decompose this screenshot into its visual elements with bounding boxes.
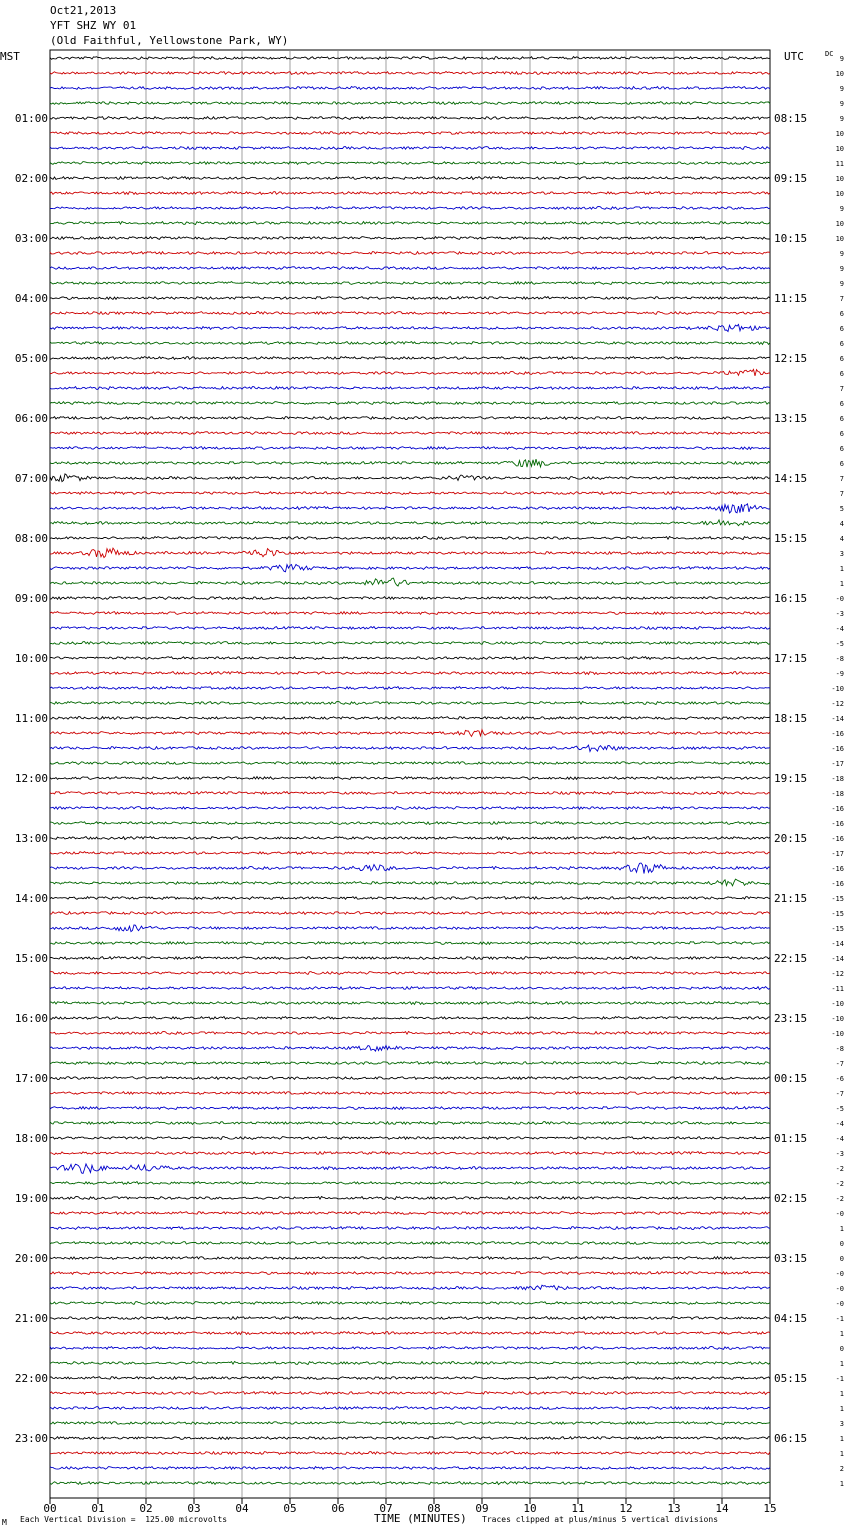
trace-line — [50, 417, 770, 420]
trace-line — [50, 730, 770, 737]
trace-line — [50, 459, 770, 467]
trace-line — [50, 1407, 770, 1410]
dc-offset-label: 0 — [839, 1345, 844, 1353]
trace-line — [50, 1164, 770, 1174]
trace-line — [50, 147, 770, 150]
dc-offset-label: -14 — [831, 955, 844, 963]
trace-line — [50, 312, 770, 315]
trace-line — [50, 822, 770, 825]
trace-line — [50, 1092, 770, 1095]
dc-offset-label: 11 — [835, 160, 844, 168]
hour-label-mst: 22:00 — [14, 1372, 48, 1385]
dc-offset-label: -10 — [831, 1015, 844, 1023]
dc-offset-label: 6 — [839, 460, 844, 468]
chart-date: Oct21,2013 — [50, 4, 117, 17]
hour-label-mst: 19:00 — [14, 1192, 48, 1205]
trace-line — [50, 597, 770, 600]
trace-line — [50, 925, 770, 932]
hour-label-mst: 16:00 — [14, 1012, 48, 1025]
x-tick-label: 10 — [523, 1502, 537, 1515]
hour-label-utc: 19:15 — [774, 772, 808, 785]
x-tick-label: 12 — [619, 1502, 633, 1515]
trace-line — [50, 1032, 770, 1035]
dc-offset-label: 10 — [835, 220, 844, 228]
dc-offset-label: -12 — [831, 970, 844, 978]
dc-offset-label: 9 — [839, 100, 844, 108]
dc-label: DC — [825, 50, 834, 58]
trace-line — [50, 687, 770, 690]
x-tick-label: 11 — [571, 1502, 585, 1515]
dc-offset-label: 9 — [839, 85, 844, 93]
dc-offset-label: 6 — [839, 325, 844, 333]
trace-line — [50, 402, 770, 405]
trace-line — [50, 987, 770, 990]
trace-line — [50, 745, 770, 751]
dc-offset-label: -9 — [835, 670, 844, 678]
dc-offset-label: 1 — [839, 580, 844, 588]
trace-line — [50, 657, 770, 660]
trace-line — [50, 132, 770, 135]
dc-offset-label: -1 — [835, 1315, 844, 1323]
trace-line — [50, 1272, 770, 1275]
dc-offset-label: -15 — [831, 910, 844, 918]
dc-offset-label: 7 — [839, 475, 844, 483]
hour-label-mst: 01:00 — [14, 112, 48, 125]
trace-line — [50, 282, 770, 285]
dc-offset-label: 1 — [839, 565, 844, 573]
dc-offset-label: 5 — [839, 505, 844, 513]
trace-line — [50, 942, 770, 945]
dc-offset-label: -4 — [835, 1120, 844, 1128]
dc-offset-label: 7 — [839, 295, 844, 303]
hour-label-utc: 21:15 — [774, 892, 808, 905]
hour-label-utc: 06:15 — [774, 1432, 808, 1445]
trace-line — [50, 267, 770, 270]
trace-line — [50, 1212, 770, 1215]
trace-line — [50, 222, 770, 225]
trace-line — [50, 548, 770, 558]
trace-line — [50, 863, 770, 874]
x-tick-label: 14 — [715, 1502, 729, 1515]
dc-offset-label: -16 — [831, 835, 844, 843]
dc-offset-label: -16 — [831, 730, 844, 738]
trace-line — [50, 777, 770, 780]
dc-offset-label: -2 — [835, 1195, 844, 1203]
dc-offset-label: -0 — [835, 595, 844, 603]
station-code: YFT SHZ WY 01 — [50, 19, 137, 32]
hour-label-utc: 13:15 — [774, 412, 808, 425]
trace-line — [50, 369, 770, 376]
trace-line — [50, 612, 770, 615]
hour-label-utc: 08:15 — [774, 112, 808, 125]
hour-label-mst: 17:00 — [14, 1072, 48, 1085]
mst-label: MST — [0, 50, 20, 63]
trace-line — [50, 357, 770, 360]
trace-line — [50, 1227, 770, 1230]
dc-offset-label: -17 — [831, 850, 844, 858]
dc-offset-label: 1 — [839, 1390, 844, 1398]
hour-label-mst: 23:00 — [14, 1432, 48, 1445]
trace-line — [50, 1046, 770, 1052]
dc-offset-label: -10 — [831, 1030, 844, 1038]
x-tick-label: 05 — [283, 1502, 297, 1515]
trace-line — [50, 1077, 770, 1080]
trace-line — [50, 1182, 770, 1185]
trace-line — [50, 1152, 770, 1155]
trace-line — [50, 1062, 770, 1065]
x-tick-label: 02 — [139, 1502, 153, 1515]
hour-label-utc: 03:15 — [774, 1252, 808, 1265]
dc-offset-label: -7 — [835, 1090, 844, 1098]
hour-label-mst: 02:00 — [14, 172, 48, 185]
trace-line — [50, 537, 770, 540]
utc-label: UTC — [784, 50, 804, 63]
trace-line — [50, 102, 770, 105]
hour-label-utc: 18:15 — [774, 712, 808, 725]
trace-line — [50, 324, 770, 331]
dc-offset-label: 1 — [839, 1360, 844, 1368]
dc-offset-label: -16 — [831, 880, 844, 888]
hour-label-utc: 20:15 — [774, 832, 808, 845]
trace-line — [50, 1302, 770, 1305]
dc-offset-label: -1 — [835, 1375, 844, 1383]
dc-offset-label: -5 — [835, 640, 844, 648]
trace-line — [50, 1482, 770, 1485]
dc-offset-label: 6 — [839, 370, 844, 378]
hour-label-utc: 02:15 — [774, 1192, 808, 1205]
trace-line — [50, 87, 770, 90]
x-tick-label: 15 — [763, 1502, 777, 1515]
dc-offset-label: 1 — [839, 1480, 844, 1488]
hour-label-utc: 01:15 — [774, 1132, 808, 1145]
trace-line — [50, 237, 770, 240]
trace-line — [50, 912, 770, 915]
x-axis-title: TIME (MINUTES) — [374, 1512, 467, 1525]
trace-line — [50, 565, 770, 572]
hour-label-utc: 16:15 — [774, 592, 808, 605]
dc-offset-label: 7 — [839, 490, 844, 498]
trace-line — [50, 387, 770, 390]
trace-line — [50, 72, 770, 75]
trace-line — [50, 578, 770, 586]
hour-label-utc: 05:15 — [774, 1372, 808, 1385]
trace-line — [50, 1122, 770, 1125]
trace-line — [50, 1017, 770, 1020]
dc-offset-label: -7 — [835, 1060, 844, 1068]
dc-offset-label: -12 — [831, 700, 844, 708]
dc-offset-label: 1 — [839, 1450, 844, 1458]
trace-line — [50, 57, 770, 60]
x-tick-label: 07 — [379, 1502, 393, 1515]
hour-label-utc: 10:15 — [774, 232, 808, 245]
dc-offset-label: -5 — [835, 1105, 844, 1113]
trace-line — [50, 447, 770, 450]
trace-line — [50, 1347, 770, 1350]
trace-line — [50, 762, 770, 765]
dc-offset-label: -18 — [831, 775, 844, 783]
hour-label-mst: 07:00 — [14, 472, 48, 485]
dc-offset-label: 9 — [839, 205, 844, 213]
dc-offset-label: 4 — [839, 535, 844, 543]
dc-offset-label: -14 — [831, 715, 844, 723]
trace-line — [50, 879, 770, 886]
dc-offset-label: -10 — [831, 685, 844, 693]
dc-offset-label: 10 — [835, 130, 844, 138]
dc-offset-label: 9 — [839, 115, 844, 123]
dc-offset-label: -15 — [831, 925, 844, 933]
dc-offset-label: 10 — [835, 145, 844, 153]
dc-offset-label: -0 — [835, 1270, 844, 1278]
x-tick-label: 13 — [667, 1502, 681, 1515]
hour-label-mst: 11:00 — [14, 712, 48, 725]
dc-offset-label: 6 — [839, 415, 844, 423]
dc-offset-label: 4 — [839, 520, 844, 528]
trace-line — [50, 492, 770, 495]
hour-label-mst: 20:00 — [14, 1252, 48, 1265]
trace-line — [50, 1422, 770, 1425]
hour-label-mst: 06:00 — [14, 412, 48, 425]
dc-offset-label: 9 — [839, 55, 844, 63]
trace-line — [50, 1002, 770, 1005]
trace-line — [50, 207, 770, 210]
trace-line — [50, 1257, 770, 1260]
dc-offset-label: 1 — [839, 1435, 844, 1443]
dc-offset-label: -18 — [831, 790, 844, 798]
dc-offset-label: 9 — [839, 265, 844, 273]
dc-offset-label: -8 — [835, 655, 844, 663]
trace-line — [50, 252, 770, 255]
trace-line — [50, 897, 770, 900]
hour-label-utc: 14:15 — [774, 472, 808, 485]
x-tick-label: 04 — [235, 1502, 249, 1515]
hour-label-mst: 08:00 — [14, 532, 48, 545]
trace-line — [50, 1137, 770, 1140]
dc-offset-label: 6 — [839, 340, 844, 348]
dc-offset-label: 6 — [839, 310, 844, 318]
trace-line — [50, 717, 770, 720]
trace-line — [50, 474, 770, 482]
dc-offset-label: -16 — [831, 745, 844, 753]
dc-offset-label: 2 — [839, 1465, 844, 1473]
trace-line — [50, 1362, 770, 1365]
dc-offset-label: 10 — [835, 175, 844, 183]
hour-label-utc: 11:15 — [774, 292, 808, 305]
hour-label-mst: 05:00 — [14, 352, 48, 365]
dc-offset-label: -17 — [831, 760, 844, 768]
trace-line — [50, 792, 770, 795]
hour-label-utc: 09:15 — [774, 172, 808, 185]
trace-line — [50, 1242, 770, 1245]
trace-line — [50, 162, 770, 165]
trace-line — [50, 297, 770, 300]
trace-line — [50, 117, 770, 120]
hour-label-utc: 04:15 — [774, 1312, 808, 1325]
trace-line — [50, 1317, 770, 1320]
trace-line — [50, 642, 770, 645]
dc-offset-label: 9 — [839, 250, 844, 258]
trace-line — [50, 192, 770, 195]
station-location: (Old Faithful, Yellowstone Park, WY) — [50, 34, 289, 47]
trace-line — [50, 1285, 770, 1290]
dc-offset-label: -16 — [831, 865, 844, 873]
hour-label-utc: 22:15 — [774, 952, 808, 965]
trace-line — [50, 972, 770, 975]
hour-label-mst: 04:00 — [14, 292, 48, 305]
hour-label-mst: 12:00 — [14, 772, 48, 785]
hour-label-utc: 17:15 — [774, 652, 808, 665]
trace-line — [50, 1437, 770, 1440]
dc-offset-label: -3 — [835, 610, 844, 618]
dc-offset-label: 1 — [839, 1405, 844, 1413]
dc-offset-label: -10 — [831, 1000, 844, 1008]
dc-offset-label: 6 — [839, 430, 844, 438]
dc-offset-label: -11 — [831, 985, 844, 993]
dc-offset-label: 3 — [839, 1420, 844, 1428]
dc-offset-label: 10 — [835, 235, 844, 243]
trace-line — [50, 520, 770, 526]
dc-offset-label: -15 — [831, 895, 844, 903]
dc-offset-label: -2 — [835, 1180, 844, 1188]
dc-offset-label: 9 — [839, 280, 844, 288]
dc-offset-label: -0 — [835, 1300, 844, 1308]
trace-line — [50, 627, 770, 630]
dc-offset-label: -4 — [835, 625, 844, 633]
dc-offset-label: -6 — [835, 1075, 844, 1083]
dc-offset-label: 3 — [839, 550, 844, 558]
x-tick-label: 06 — [331, 1502, 345, 1515]
corner-mark: M — [2, 1518, 7, 1527]
scale-note: Each Vertical Division = 125.00 microvolts — [20, 1515, 228, 1524]
hour-label-mst: 14:00 — [14, 892, 48, 905]
dc-offset-label: 10 — [835, 70, 844, 78]
x-tick-label: 08 — [427, 1502, 441, 1515]
hour-label-mst: 03:00 — [14, 232, 48, 245]
dc-offset-label: -0 — [835, 1285, 844, 1293]
x-tick-label: 09 — [475, 1502, 489, 1515]
dc-offset-label: 0 — [839, 1255, 844, 1263]
trace-line — [50, 342, 770, 345]
trace-line — [50, 432, 770, 435]
trace-line — [50, 1452, 770, 1455]
trace-line — [50, 1392, 770, 1395]
dc-offset-label: 1 — [839, 1330, 844, 1338]
dc-offset-label: 0 — [839, 1240, 844, 1248]
trace-line — [50, 504, 770, 513]
hour-label-mst: 10:00 — [14, 652, 48, 665]
hour-label-mst: 18:00 — [14, 1132, 48, 1145]
dc-offset-label: -4 — [835, 1135, 844, 1143]
dc-offset-label: -8 — [835, 1045, 844, 1053]
hour-label-utc: 23:15 — [774, 1012, 808, 1025]
hour-label-mst: 21:00 — [14, 1312, 48, 1325]
hour-label-mst: 13:00 — [14, 832, 48, 845]
dc-offset-label: 7 — [839, 385, 844, 393]
dc-offset-label: 1 — [839, 1225, 844, 1233]
trace-line — [50, 807, 770, 810]
trace-line — [50, 1467, 770, 1470]
trace-line — [50, 672, 770, 675]
trace-line — [50, 957, 770, 960]
x-tick-label: 00 — [43, 1502, 57, 1515]
trace-line — [50, 177, 770, 180]
dc-offset-label: 6 — [839, 445, 844, 453]
trace-line — [50, 1332, 770, 1335]
hour-label-utc: 00:15 — [774, 1072, 808, 1085]
clip-note: Traces clipped at plus/minus 5 vertical divisions — [482, 1515, 719, 1524]
dc-offset-label: 10 — [835, 190, 844, 198]
hour-label-utc: 12:15 — [774, 352, 808, 365]
dc-offset-label: -2 — [835, 1165, 844, 1173]
trace-line — [50, 702, 770, 705]
trace-line — [50, 1107, 770, 1110]
dc-offset-label: -16 — [831, 820, 844, 828]
dc-offset-label: -0 — [835, 1210, 844, 1218]
dc-offset-label: -3 — [835, 1150, 844, 1158]
x-tick-label: 03 — [187, 1502, 201, 1515]
dc-offset-label: -14 — [831, 940, 844, 948]
dc-offset-label: 6 — [839, 400, 844, 408]
dc-offset-label: -16 — [831, 805, 844, 813]
trace-line — [50, 852, 770, 855]
trace-line — [50, 1377, 770, 1380]
hour-label-mst: 15:00 — [14, 952, 48, 965]
hour-label-mst: 09:00 — [14, 592, 48, 605]
trace-line — [50, 1197, 770, 1200]
hour-label-utc: 15:15 — [774, 532, 808, 545]
dc-offset-label: 6 — [839, 355, 844, 363]
x-tick-label: 01 — [91, 1502, 105, 1515]
trace-line — [50, 837, 770, 840]
